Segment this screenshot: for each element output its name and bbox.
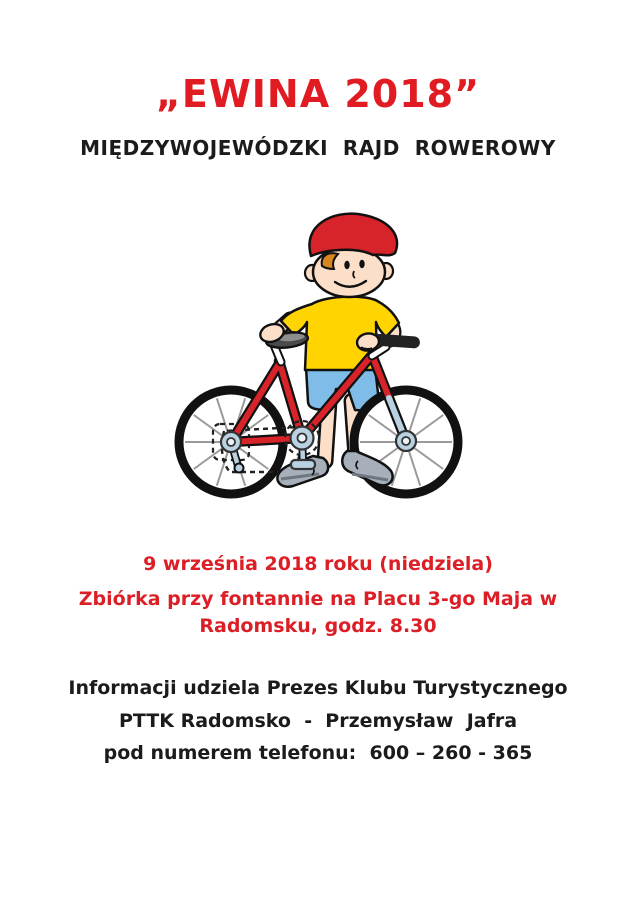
poster-title: „EWINA 2018” bbox=[155, 72, 481, 116]
event-date-line: 9 września 2018 roku (niedziela) bbox=[143, 553, 493, 575]
right-eye bbox=[359, 260, 364, 268]
boy-head bbox=[305, 214, 397, 297]
contact-line-2: PTTK Radomsko - Przemysław Jafra bbox=[118, 710, 518, 732]
left-eye bbox=[344, 261, 349, 269]
helmet bbox=[309, 214, 397, 256]
meeting-line-1: Zbiórka przy fontannie na Placu 3-go Maja w bbox=[78, 588, 558, 610]
pedal bbox=[291, 460, 315, 469]
contact-line-1: Informacji udziela Prezes Klubu Turystycznego bbox=[68, 677, 568, 699]
poster-subtitle: MIĘDZYWOJEWÓDZKI RAJD ROWEROWY bbox=[80, 136, 556, 160]
meeting-info bbox=[0, 586, 636, 640]
contact-line-3: pod numerem telefonu: 600 – 260 - 365 bbox=[103, 742, 533, 764]
meeting-line-2: Radomsku, godz. 8.30 bbox=[199, 615, 437, 637]
boy-with-bicycle-illustration bbox=[164, 209, 468, 501]
